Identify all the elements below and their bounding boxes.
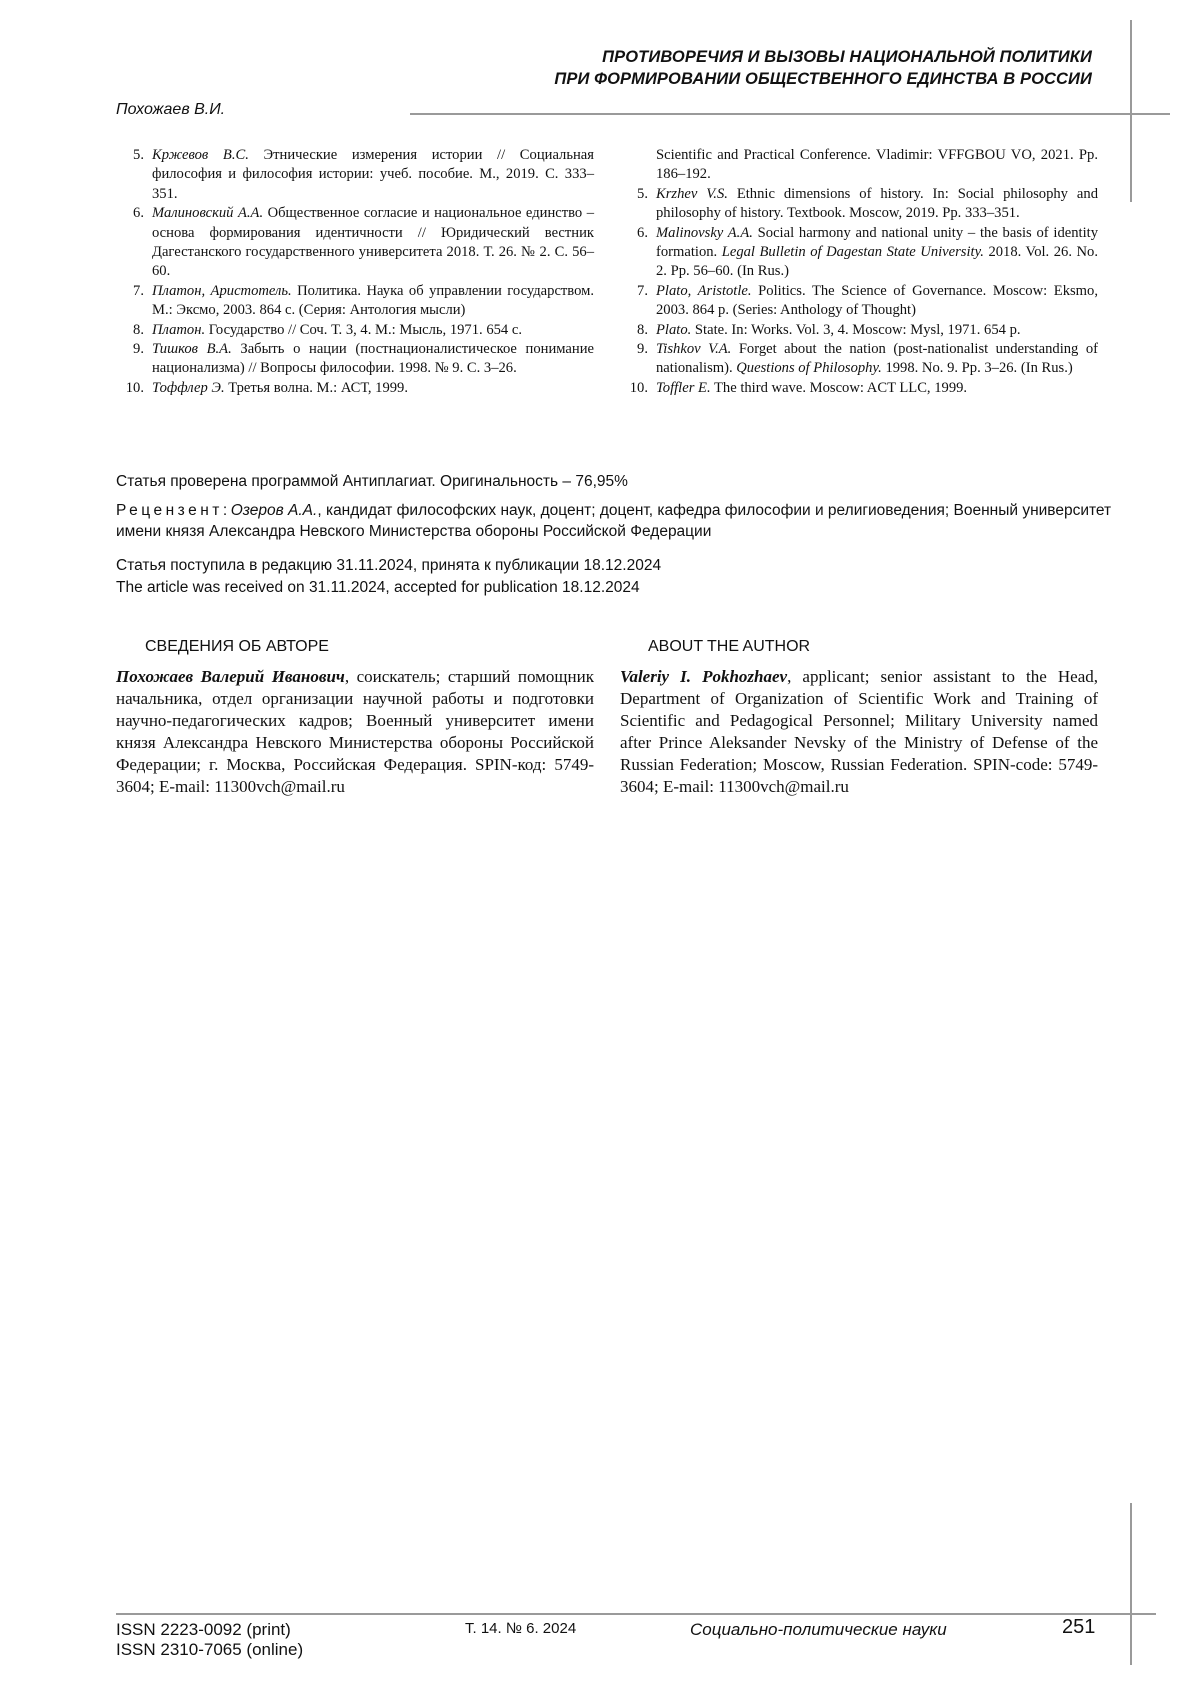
reference-number: 6. xyxy=(637,224,648,241)
reference-number: 5. xyxy=(637,185,648,202)
received-en-note: The article was received on 31.11.2024, accepted for publication 18.12.2024 xyxy=(116,579,640,596)
header-vertical-rule xyxy=(1130,20,1132,202)
reference-author: Toffler E. xyxy=(656,379,711,396)
reference-author: Malinovsky A.A. xyxy=(656,224,753,241)
header-divider xyxy=(410,113,1170,115)
reference-item xyxy=(620,282,1098,321)
received-ru-note: Статья поступила в редакцию 31.11.2024, принята к публикации 18.12.2024 xyxy=(116,557,662,574)
author-info-ru xyxy=(116,666,594,798)
reference-author: Krzhev V.S. xyxy=(656,185,728,202)
references-ru xyxy=(116,146,594,398)
reference-number: 10. xyxy=(629,379,648,396)
running-title-line-2: ПРИ ФОРМИРОВАНИИ ОБЩЕСТВЕННОГО ЕДИНСТВА В РОССИИ xyxy=(554,70,1092,88)
footer-vertical-rule xyxy=(1130,1503,1132,1665)
reference-number: 7. xyxy=(133,282,144,299)
reference-number: 5. xyxy=(133,147,144,163)
running-author: Похожаев В.И. xyxy=(116,101,226,118)
running-title xyxy=(554,46,1092,90)
running-title-line-1: ПРОТИВОРЕЧИЯ И ВЫЗОВЫ НАЦИОНАЛЬНОЙ ПОЛИТИКИ xyxy=(602,48,1092,66)
reference-text: Третья волна. М.: АСТ, 1999. xyxy=(224,379,409,396)
reference-text: 2018. Vol. 26. No. 2. Pp. 56–60. (In Rus.) xyxy=(656,244,1098,280)
reference-item xyxy=(116,282,594,321)
reference-text: Politics. The Science of Governance. Moscow: Eksmo, 2003. 864 p. (Series: Anthology of Thought) xyxy=(656,282,1098,319)
reference-author: Платон, Аристотель. xyxy=(152,282,292,299)
reference-author: Кржевов В.С. xyxy=(152,147,249,163)
reference-text: Forget about the nation (post-nationalist understanding of nationalism). xyxy=(656,341,1098,377)
reference-author: Тишков В.А. xyxy=(152,341,232,358)
issn-online: ISSN 2310-7065 (online) xyxy=(116,1640,304,1659)
reference-author: Plato. xyxy=(656,321,692,338)
reference-text: The third wave. Moscow: ACT LLC, 1999. xyxy=(710,379,968,396)
reference-text: Scientific and Practical Conference. Vladimir: VFFGBOU VO, 2021. Pp. 186–192. xyxy=(656,147,1098,183)
reference-text: 1998. No. 9. Pp. 3–26. (In Rus.) xyxy=(881,360,1073,377)
author-heading-ru: СВЕДЕНИЯ ОБ АВТОРЕ xyxy=(145,638,329,655)
reference-author: Малиновский А.А. xyxy=(152,205,264,222)
issue-volume: Т. 14. № 6. 2024 xyxy=(465,1620,577,1637)
reference-text: Забыть о нации (постнационалистическое понимание национализма) // Вопросы философии. 1998. № 9. С. 3–26. xyxy=(152,341,594,377)
reference-continuation xyxy=(620,146,1098,185)
reference-text: Ethnic dimensions of history. In: Social philosophy and philosophy of history. Textbook. Moscow, 2019. Pp. 333–351. xyxy=(656,185,1098,222)
reference-item xyxy=(620,340,1098,379)
antiplagiat-note: Статья проверена программой Антиплагиат. Оригинальность – 76,95% xyxy=(116,473,628,490)
author-name-en: Valeriy I. Pokhozhaev xyxy=(620,667,788,686)
reviewer-name: Озеров А.А. xyxy=(230,502,318,519)
reviewer-label: Рецензент: xyxy=(116,502,231,519)
reference-item xyxy=(620,321,1098,340)
author-details-ru: , соискатель; старший помощник начальника, отдел организации научной работы и подготовки научно-педагогических кадров; Военный университет имени князя Александра Невского Министерства обороны Российской Федерации; г. Москва, Российская Федерация. SPIN-код: 5749-3604; E-mail: 11300vch@mail.ru xyxy=(116,667,594,796)
reference-journal: Questions of Philosophy. xyxy=(736,360,882,377)
author-name-ru: Похожаев Валерий Иванович xyxy=(116,667,345,686)
references-en xyxy=(620,146,1098,398)
reference-author: Tishkov V.A. xyxy=(656,341,732,358)
reference-item xyxy=(620,224,1098,282)
reference-item xyxy=(620,379,1098,398)
reference-number: 10. xyxy=(125,379,144,396)
reference-text: Государство // Соч. Т. 3, 4. М.: Мысль, 1971. 654 с. xyxy=(205,321,522,338)
reference-text: State. In: Works. Vol. 3, 4. Moscow: Mysl, 1971. 654 p. xyxy=(691,321,1021,338)
reference-number: 6. xyxy=(133,205,144,222)
reference-item xyxy=(116,204,594,282)
reference-text: Общественное согласие и национальное единство – основа формирования идентичности // Юридический вестник Дагестанского государственного университета 2018. Т. 26. № 2. С. 56–60. xyxy=(152,205,594,280)
reference-item xyxy=(116,321,594,340)
reference-number: 8. xyxy=(637,321,648,338)
reference-item xyxy=(116,146,594,204)
author-heading-en: ABOUT THE AUTHOR xyxy=(648,638,811,655)
reference-item xyxy=(116,379,594,398)
page-number: 251 xyxy=(1062,1616,1096,1638)
footer-divider xyxy=(116,1613,1156,1615)
issn-print: ISSN 2223-0092 (print) xyxy=(116,1620,291,1639)
reference-author: Платон. xyxy=(152,321,206,338)
reference-author: Plato, Aristotle. xyxy=(656,282,752,299)
reference-number: 9. xyxy=(133,341,144,358)
reference-text: Social harmony and national unity – the basis of identity formation. xyxy=(656,224,1099,261)
reference-journal: Legal Bulletin of Dagestan State University. xyxy=(721,244,984,261)
journal-name: Социально-политические науки xyxy=(690,1620,947,1639)
reference-item xyxy=(620,185,1098,224)
reference-item xyxy=(116,340,594,379)
author-info-en xyxy=(620,666,1098,798)
reference-number: 7. xyxy=(637,282,648,299)
reviewer-text: , кандидат философских наук, доцент; доцент, кафедра философии и религиоведения; Военный университет имени князя Александра Невского Министерства обороны Российской Федерации xyxy=(116,502,1112,540)
reference-author: Тоффлер Э. xyxy=(152,379,225,396)
reference-text: Политика. Наука об управлении государством. М.: Эксмо, 2003. 864 с. (Серия: Антология мысли) xyxy=(152,282,594,319)
reviewer-note xyxy=(116,500,1116,542)
reference-text: Этнические измерения истории // Социальная философия и философия истории: учеб. пособие. М., 2019. С. 333–351. xyxy=(152,147,595,202)
author-details-en: , applicant; senior assistant to the Head, Department of Organization of Scientific Work and Training of Scientific and Pedagogical Personnel; Military University named after Prince Aleksander Nevsky of the Ministry of Defense of the Russian Federation; Moscow, Russian Federation. SPIN-code: 5749-3604; E-mail: 11300vch@mail.ru xyxy=(620,667,1098,796)
reference-number: 8. xyxy=(133,321,144,338)
reference-number: 9. xyxy=(637,341,648,358)
